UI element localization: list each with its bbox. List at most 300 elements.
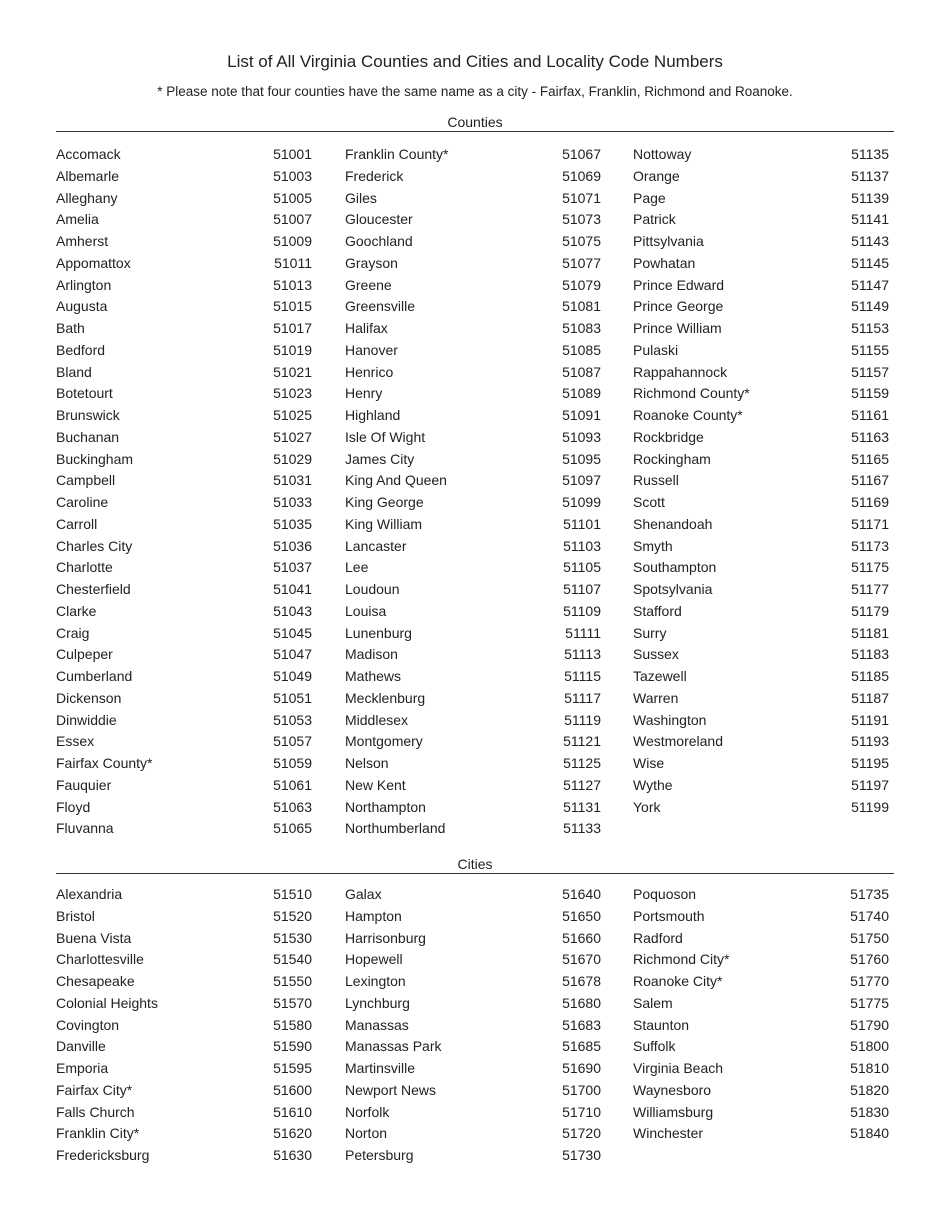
locality-row (633, 666, 889, 688)
locality-row (56, 492, 312, 514)
locality-row (633, 928, 889, 950)
locality-code: 51165 (851, 450, 889, 467)
locality-row (56, 1058, 312, 1080)
locality-name: Lancaster (345, 537, 407, 554)
locality-row (633, 449, 889, 471)
locality-row (56, 949, 312, 971)
locality-code: 51159 (851, 385, 889, 402)
locality-row (345, 818, 601, 840)
locality-row (56, 688, 312, 710)
locality-code: 51107 (563, 581, 601, 597)
locality-code: 51077 (562, 254, 601, 271)
locality-name: Bristol (56, 907, 95, 924)
locality-code: 51550 (273, 973, 312, 989)
locality-name: Floyd (56, 798, 91, 815)
locality-code: 51620 (273, 1125, 312, 1142)
locality-code: 51097 (562, 472, 601, 489)
locality-name: Pulaski (633, 341, 679, 358)
locality-name: Surry (633, 624, 667, 641)
locality-row (345, 231, 601, 253)
locality-name: Frederick (345, 167, 404, 184)
locality-code: 51530 (273, 929, 312, 946)
locality-code: 51131 (563, 798, 601, 815)
locality-code: 51520 (273, 907, 312, 924)
locality-row (345, 318, 601, 340)
locality-name: Prince Edward (633, 276, 725, 293)
locality-code: 51047 (273, 646, 312, 663)
locality-name: Norton (345, 1125, 388, 1142)
locality-name: Mecklenburg (345, 689, 426, 706)
locality-row (56, 296, 312, 318)
locality-code: 51810 (850, 1060, 889, 1076)
locality-code: 51003 (273, 167, 312, 184)
locality-row (56, 1145, 312, 1167)
locality-row (56, 253, 312, 275)
locality-code: 51113 (564, 646, 601, 663)
locality-code: 51085 (562, 341, 601, 358)
locality-row (633, 1036, 889, 1058)
locality-row (633, 470, 889, 492)
locality-name: Danville (56, 1038, 106, 1055)
counties-column-2 (345, 144, 601, 840)
locality-code: 51141 (851, 211, 889, 228)
locality-code: 51009 (273, 233, 312, 249)
locality-name: Bedford (56, 341, 106, 358)
locality-code: 51137 (851, 167, 889, 184)
locality-code: 51800 (850, 1038, 889, 1055)
locality-code: 51173 (851, 537, 889, 554)
locality-code: 51071 (562, 189, 601, 206)
locality-name: Carroll (56, 515, 98, 532)
counties-divider (56, 131, 894, 132)
page-note: * Please note that four counties have the same name as a city - Fairfax, Franklin, Richmond and Roanoke. (157, 84, 793, 99)
locality-code: 51135 (851, 146, 889, 162)
locality-name: Loudoun (345, 581, 400, 597)
locality-name: Rockingham (633, 450, 711, 467)
locality-name: King And Queen (345, 472, 447, 489)
locality-row (633, 557, 889, 579)
locality-name: Falls Church (56, 1103, 135, 1120)
locality-code: 51735 (850, 886, 889, 902)
locality-name: Franklin County* (345, 146, 449, 162)
locality-name: Spotsylvania (633, 581, 713, 597)
locality-code: 51029 (273, 450, 312, 467)
locality-code: 51105 (563, 559, 601, 576)
locality-name: Highland (345, 407, 401, 423)
locality-code: 51119 (564, 711, 601, 728)
locality-name: Bath (56, 320, 85, 336)
locality-row (345, 383, 601, 405)
locality-name: Page (633, 189, 666, 206)
locality-name: Colonial Heights (56, 994, 158, 1011)
locality-code: 51683 (562, 1016, 601, 1033)
locality-row (345, 144, 601, 166)
counties-column-3 (633, 144, 889, 818)
locality-code: 51007 (273, 211, 312, 228)
locality-row (345, 753, 601, 775)
locality-row (345, 971, 601, 993)
locality-code: 51710 (562, 1103, 601, 1120)
locality-name: Giles (345, 189, 377, 206)
locality-code: 51185 (851, 668, 889, 684)
locality-code: 51580 (273, 1016, 312, 1033)
locality-code: 51027 (273, 428, 312, 445)
locality-name: Salem (633, 994, 673, 1011)
locality-code: 51125 (563, 755, 601, 771)
locality-code: 51063 (273, 798, 312, 815)
locality-row (56, 666, 312, 688)
locality-name: Greensville (345, 298, 416, 315)
locality-code: 51149 (851, 298, 889, 315)
locality-row (345, 928, 601, 950)
locality-row (56, 209, 312, 231)
locality-name: Mathews (345, 668, 402, 684)
locality-name: Amherst (56, 233, 109, 249)
locality-name: Culpeper (56, 646, 113, 663)
locality-name: Fluvanna (56, 820, 114, 837)
locality-name: Brunswick (56, 407, 120, 423)
locality-name: Richmond City* (633, 951, 730, 968)
locality-name: Roanoke City* (633, 973, 723, 989)
locality-row (345, 906, 601, 928)
locality-name: Buena Vista (56, 929, 132, 946)
locality-code: 51590 (273, 1038, 312, 1055)
locality-code: 51021 (273, 363, 312, 380)
locality-name: Shenandoah (633, 515, 713, 532)
locality-name: Galax (345, 886, 382, 902)
locality-row (345, 1102, 601, 1124)
locality-code: 51121 (563, 733, 601, 750)
locality-row (56, 340, 312, 362)
locality-row (56, 536, 312, 558)
locality-name: James City (345, 450, 415, 467)
locality-row (56, 1015, 312, 1037)
locality-row (633, 144, 889, 166)
locality-name: Richmond County* (633, 385, 750, 402)
locality-row (345, 1123, 601, 1145)
locality-code: 51065 (273, 820, 312, 837)
locality-code: 51630 (273, 1147, 312, 1163)
locality-row (56, 383, 312, 405)
locality-row (56, 797, 312, 819)
locality-row (345, 579, 601, 601)
locality-code: 51790 (850, 1016, 889, 1033)
locality-name: Botetourt (56, 385, 113, 402)
locality-name: Stafford (633, 602, 682, 619)
locality-name: Emporia (56, 1060, 109, 1076)
locality-row (633, 275, 889, 297)
locality-row (633, 753, 889, 775)
locality-row (345, 557, 601, 579)
locality-name: Manassas Park (345, 1038, 442, 1055)
locality-row (56, 427, 312, 449)
locality-row (345, 253, 601, 275)
locality-name: Fredericksburg (56, 1147, 150, 1163)
locality-code: 51117 (564, 689, 601, 706)
locality-name: Southampton (633, 559, 717, 576)
locality-code: 51109 (563, 602, 601, 619)
locality-code: 51051 (273, 689, 312, 706)
locality-row (633, 775, 889, 797)
locality-name: Caroline (56, 494, 109, 510)
locality-code: 51161 (851, 407, 889, 423)
locality-code: 51199 (851, 798, 889, 815)
locality-name: Alleghany (56, 189, 118, 206)
locality-row (56, 971, 312, 993)
locality-name: Roanoke County* (633, 407, 743, 423)
locality-code: 51035 (273, 515, 312, 532)
locality-code: 51610 (273, 1103, 312, 1120)
locality-name: Halifax (345, 320, 388, 336)
locality-name: Montgomery (345, 733, 423, 750)
locality-name: Orange (633, 167, 680, 184)
locality-name: Bland (56, 363, 92, 380)
locality-row (633, 536, 889, 558)
locality-code: 51017 (273, 320, 312, 336)
locality-row (633, 1123, 889, 1145)
locality-row (345, 1015, 601, 1037)
locality-code: 51091 (562, 407, 601, 423)
locality-code: 51720 (562, 1125, 601, 1142)
locality-code: 51167 (851, 472, 889, 489)
locality-name: Poquoson (633, 886, 697, 902)
locality-code: 51111 (565, 624, 601, 641)
locality-row (345, 514, 601, 536)
locality-code: 51770 (850, 973, 889, 989)
locality-name: Fauquier (56, 776, 112, 793)
locality-code: 51081 (562, 298, 601, 315)
locality-row (633, 427, 889, 449)
locality-name: Williamsburg (633, 1103, 714, 1120)
locality-code: 51023 (273, 385, 312, 402)
locality-row (345, 1080, 601, 1102)
locality-code: 51093 (562, 428, 601, 445)
locality-name: Middlesex (345, 711, 409, 728)
locality-row (345, 340, 601, 362)
page-title: List of All Virginia Counties and Cities and Locality Code Numbers (227, 52, 723, 71)
locality-row (633, 1058, 889, 1080)
locality-name: Petersburg (345, 1147, 414, 1163)
locality-row (633, 1015, 889, 1037)
locality-row (345, 710, 601, 732)
locality-row (56, 1080, 312, 1102)
locality-name: Staunton (633, 1016, 690, 1033)
locality-row (56, 906, 312, 928)
locality-code: 51005 (273, 189, 312, 206)
locality-name: Henry (345, 385, 383, 402)
locality-row (345, 623, 601, 645)
locality-name: Dinwiddie (56, 711, 117, 728)
locality-row (633, 1080, 889, 1102)
locality-row (345, 449, 601, 471)
locality-name: Amelia (56, 211, 99, 228)
locality-name: Fairfax County* (56, 755, 153, 771)
cities-divider (56, 873, 894, 874)
locality-row (56, 731, 312, 753)
locality-name: Lexington (345, 973, 406, 989)
locality-code: 51043 (273, 602, 312, 619)
locality-name: Louisa (345, 602, 387, 619)
locality-row (345, 797, 601, 819)
locality-row (633, 993, 889, 1015)
locality-row (56, 166, 312, 188)
locality-name: York (633, 798, 661, 815)
locality-name: Lynchburg (345, 994, 410, 1011)
locality-code: 51169 (851, 494, 889, 510)
locality-code: 51025 (273, 407, 312, 423)
locality-name: Wise (633, 755, 665, 771)
cities-section-label: Cities (457, 856, 493, 872)
locality-code: 51139 (851, 189, 889, 206)
locality-row (56, 449, 312, 471)
locality-code: 51101 (563, 515, 601, 532)
locality-code: 51145 (851, 254, 889, 271)
locality-row (633, 383, 889, 405)
locality-name: Waynesboro (633, 1081, 712, 1098)
locality-code: 51163 (851, 428, 889, 445)
counties-column-1 (56, 144, 312, 840)
locality-row (633, 296, 889, 318)
locality-name: Accomack (56, 146, 121, 162)
locality-name: Rappahannock (633, 363, 728, 380)
locality-row (633, 949, 889, 971)
locality-row (633, 492, 889, 514)
locality-code: 51760 (850, 951, 889, 968)
locality-name: Radford (633, 929, 683, 946)
locality-code: 51115 (564, 668, 601, 684)
locality-name: Chesterfield (56, 581, 131, 597)
locality-row (345, 775, 601, 797)
locality-name: Dickenson (56, 689, 122, 706)
locality-row (345, 993, 601, 1015)
locality-name: Tazewell (633, 668, 687, 684)
locality-row (56, 753, 312, 775)
locality-name: Scott (633, 494, 665, 510)
locality-name: Smyth (633, 537, 673, 554)
locality-code: 51187 (851, 689, 889, 706)
locality-code: 51037 (273, 559, 312, 576)
locality-row (345, 427, 601, 449)
locality-name: Prince William (633, 320, 722, 336)
locality-name: Campbell (56, 472, 116, 489)
locality-name: Northampton (345, 798, 426, 815)
locality-name: King William (345, 515, 423, 532)
locality-code: 51095 (562, 450, 601, 467)
locality-row (633, 253, 889, 275)
locality-row (345, 731, 601, 753)
locality-row (56, 644, 312, 666)
locality-code: 51019 (273, 341, 312, 358)
locality-name: Fairfax City* (56, 1081, 133, 1098)
locality-code: 51595 (273, 1060, 312, 1076)
locality-code: 51660 (562, 929, 601, 946)
locality-name: Washington (633, 711, 707, 728)
locality-row (56, 1102, 312, 1124)
locality-row (56, 1123, 312, 1145)
locality-code: 51157 (851, 363, 889, 380)
locality-code: 51700 (562, 1081, 601, 1098)
locality-name: Charles City (56, 537, 133, 554)
locality-code: 51191 (851, 711, 889, 728)
locality-row (56, 601, 312, 623)
locality-row (56, 1036, 312, 1058)
locality-row (56, 557, 312, 579)
locality-row (56, 188, 312, 210)
locality-row (56, 710, 312, 732)
locality-row (345, 949, 601, 971)
locality-row (633, 166, 889, 188)
locality-name: Craig (56, 624, 90, 641)
locality-name: Franklin City* (56, 1125, 140, 1142)
locality-code: 51193 (851, 733, 889, 750)
locality-code: 51127 (563, 776, 601, 793)
locality-code: 51740 (850, 907, 889, 924)
locality-row (345, 688, 601, 710)
locality-row (56, 993, 312, 1015)
locality-name: Hanover (345, 341, 398, 358)
locality-name: Henrico (345, 363, 394, 380)
locality-code: 51103 (563, 537, 601, 554)
locality-name: Newport News (345, 1081, 437, 1098)
locality-code: 51087 (562, 363, 601, 380)
locality-row (633, 209, 889, 231)
locality-row (56, 775, 312, 797)
locality-name: Warren (633, 689, 679, 706)
locality-name: Cumberland (56, 668, 133, 684)
locality-code: 51045 (273, 624, 312, 641)
locality-name: Greene (345, 276, 392, 293)
locality-row (633, 971, 889, 993)
locality-name: Nelson (345, 755, 389, 771)
locality-name: Chesapeake (56, 973, 135, 989)
locality-code: 51089 (562, 385, 601, 402)
locality-code: 51067 (562, 146, 601, 162)
locality-name: Lee (345, 559, 369, 576)
locality-row (345, 884, 601, 906)
locality-row (345, 166, 601, 188)
locality-code: 51730 (562, 1147, 601, 1163)
locality-name: Charlotte (56, 559, 113, 576)
locality-row (633, 318, 889, 340)
locality-row (633, 906, 889, 928)
locality-name: Northumberland (345, 820, 446, 837)
locality-name: Manassas (345, 1016, 409, 1033)
locality-code: 51099 (562, 494, 601, 510)
locality-code: 51153 (851, 320, 889, 336)
locality-code: 51143 (851, 233, 889, 249)
locality-code: 51147 (851, 276, 889, 293)
locality-code: 51177 (851, 581, 889, 597)
locality-row (633, 710, 889, 732)
locality-name: King George (345, 494, 424, 510)
locality-code: 51640 (562, 886, 601, 902)
locality-name: Patrick (633, 211, 676, 228)
locality-code: 51690 (562, 1060, 601, 1076)
locality-code: 51075 (562, 233, 601, 249)
locality-row (633, 1102, 889, 1124)
locality-row (345, 666, 601, 688)
locality-code: 51061 (273, 776, 312, 793)
locality-code: 51540 (273, 951, 312, 968)
locality-code: 51049 (273, 668, 312, 684)
locality-name: Augusta (56, 298, 108, 315)
locality-code: 51179 (851, 602, 889, 619)
locality-row (345, 536, 601, 558)
locality-name: Winchester (633, 1125, 704, 1142)
locality-row (56, 318, 312, 340)
locality-code: 51570 (273, 994, 312, 1011)
locality-name: Westmoreland (633, 733, 724, 750)
